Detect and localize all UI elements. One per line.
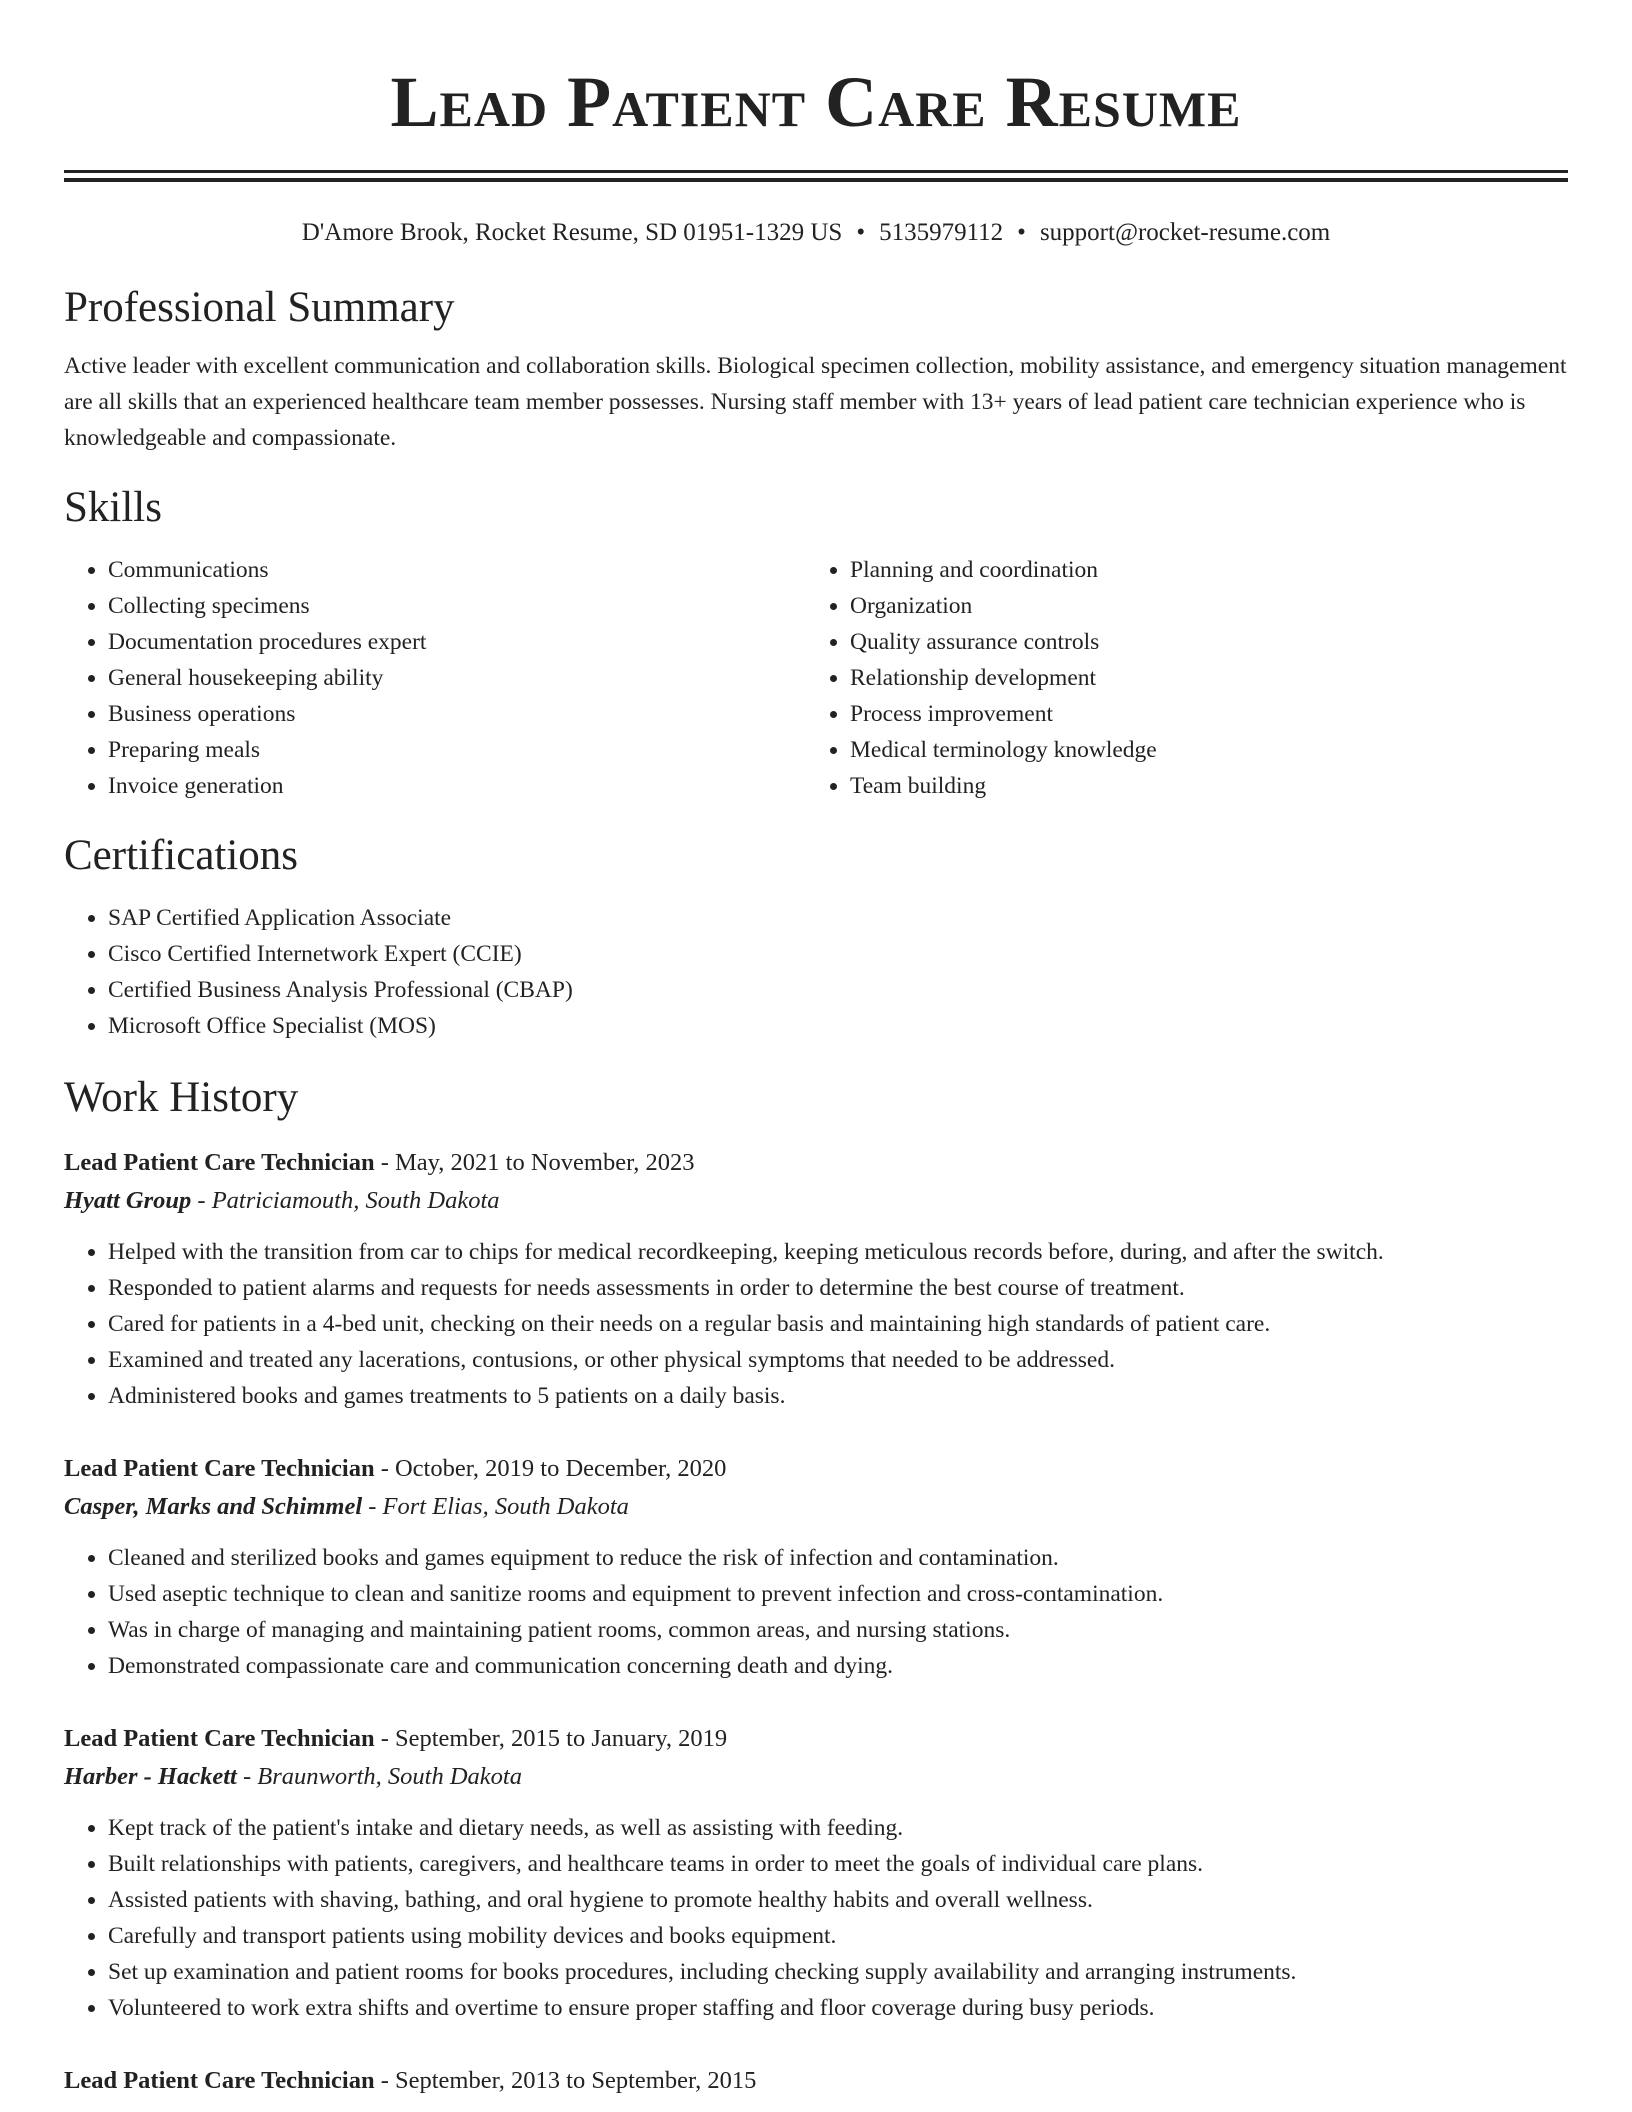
job-bullet: • Built relationships with patients, caregivers, and healthcare teams in order to meet the goals of individual care plans. bbox=[108, 1846, 1568, 1882]
skill-item: • Quality assurance controls bbox=[850, 624, 1548, 660]
job-company: Hyatt Group bbox=[64, 1187, 192, 1214]
skill-item: • Communications bbox=[108, 552, 806, 588]
job-title-line bbox=[64, 2062, 1568, 2100]
job-role: Lead Patient Care Technician bbox=[64, 1725, 375, 1752]
section-heading-summary: Professional Summary bbox=[64, 284, 455, 331]
job-bullet: • Set up examination and patient rooms for books procedures, including checking supply availability and arranging instruments. bbox=[108, 1954, 1568, 1990]
skill-item: • Documentation procedures expert bbox=[108, 624, 806, 660]
job-bullets bbox=[64, 1810, 1568, 2026]
job-location: - Fort Elias, South Dakota bbox=[362, 1493, 629, 1520]
skill-item: • Process improvement bbox=[850, 696, 1548, 732]
job-bullet: • Was in charge of managing and maintaining patient rooms, common areas, and nursing stations. bbox=[108, 1612, 1568, 1648]
job-company-line bbox=[64, 1758, 1568, 1796]
job-company-line bbox=[64, 1182, 1568, 1220]
skill-item: • Collecting specimens bbox=[108, 588, 806, 624]
job-entry bbox=[64, 1720, 1568, 2026]
contact-address: D'Amore Brook, Rocket Resume, SD 01951-1329 US bbox=[301, 219, 843, 246]
job-bullet: • Assisted patients with shaving, bathing, and oral hygiene to promote healthy habits and overall wellness. bbox=[108, 1882, 1568, 1918]
section-heading-work-history: Work History bbox=[64, 1074, 299, 1121]
contact-email: support@rocket-resume.com bbox=[1039, 219, 1331, 246]
job-dates: - October, 2019 to December, 2020 bbox=[374, 1455, 727, 1482]
job-bullets bbox=[64, 1540, 1568, 1684]
job-bullet: • Examined and treated any lacerations, contusions, or other physical symptoms that needed to be addressed. bbox=[108, 1342, 1568, 1378]
job-entry bbox=[64, 1450, 1568, 1684]
job-company: Casper, Marks and Schimmel bbox=[64, 1493, 363, 1520]
job-title-line bbox=[64, 1450, 1568, 1488]
skill-item: • Relationship development bbox=[850, 660, 1548, 696]
contact-line bbox=[64, 216, 1568, 250]
certification-item: • Cisco Certified Internetwork Expert (CCIE) bbox=[108, 936, 1568, 972]
job-bullet: • Cared for patients in a 4-bed unit, checking on their needs on a regular basis and maintaining high standards of patient care. bbox=[108, 1306, 1568, 1342]
skills-column-right bbox=[806, 552, 1548, 804]
job-role: Lead Patient Care Technician bbox=[64, 2067, 375, 2094]
job-title-line bbox=[64, 1720, 1568, 1758]
job-bullets bbox=[64, 1234, 1568, 1414]
job-bullet: • Demonstrated compassionate care and communication concerning death and dying. bbox=[108, 1648, 1568, 1684]
job-bullet: • Carefully and transport patients using mobility devices and books equipment. bbox=[108, 1918, 1568, 1954]
skill-item: • Invoice generation bbox=[108, 768, 806, 804]
job-role: Lead Patient Care Technician bbox=[64, 1455, 375, 1482]
job-bullet: • Kept track of the patient's intake and dietary needs, as well as assisting with feeding. bbox=[108, 1810, 1568, 1846]
contact-separator: • bbox=[856, 219, 866, 246]
job-title-line bbox=[64, 1144, 1568, 1182]
summary-text: Active leader with excellent communication and collaboration skills. Biological specimen collection, mobility assistance, and emergency situation management are all skills that an experienced healthcare team member possesses. Nursing staff member with 13+ years of lead patient care technician experience who is knowledgeable and compassionate. bbox=[64, 353, 1567, 451]
job-company: Harber - Hackett bbox=[64, 1763, 237, 1790]
title-divider bbox=[64, 170, 1568, 182]
job-bullet: • Used aseptic technique to clean and sanitize rooms and equipment to prevent infection and cross-contamination. bbox=[108, 1576, 1568, 1612]
certification-item: • Certified Business Analysis Professional (CBAP) bbox=[108, 972, 1568, 1008]
skill-item: • Team building bbox=[850, 768, 1548, 804]
job-bullet: • Cleaned and sterilized books and games equipment to reduce the risk of infection and contamination. bbox=[108, 1540, 1568, 1576]
job-company-line bbox=[64, 1488, 1568, 1526]
job-dates: - May, 2021 to November, 2023 bbox=[374, 1149, 695, 1176]
skill-item: • General housekeeping ability bbox=[108, 660, 806, 696]
job-location: - Patriciamouth, South Dakota bbox=[191, 1187, 500, 1214]
job-entry bbox=[64, 2062, 1568, 2100]
job-entry bbox=[64, 1144, 1568, 1414]
job-bullet: • Helped with the transition from car to chips for medical recordkeeping, keeping meticulous records before, during, and after the switch. bbox=[108, 1234, 1568, 1270]
skill-item: • Medical terminology knowledge bbox=[850, 732, 1548, 768]
job-dates: - September, 2013 to September, 2015 bbox=[374, 2067, 757, 2094]
certification-item: • Microsoft Office Specialist (MOS) bbox=[108, 1008, 1568, 1044]
job-bullet: • Responded to patient alarms and requests for needs assessments in order to determine the best course of treatment. bbox=[108, 1270, 1568, 1306]
section-heading-certifications: Certifications bbox=[64, 832, 299, 879]
resume-page bbox=[64, 0, 1568, 2100]
skill-item: • Planning and coordination bbox=[850, 552, 1548, 588]
certifications-list bbox=[64, 900, 1568, 1044]
resume-title: Lead Patient Care Resume bbox=[390, 62, 1242, 142]
job-bullet: • Volunteered to work extra shifts and overtime to ensure proper staffing and floor coverage during busy periods. bbox=[108, 1990, 1568, 2026]
skill-item: • Preparing meals bbox=[108, 732, 806, 768]
job-role: Lead Patient Care Technician bbox=[64, 1149, 375, 1176]
certification-item: • SAP Certified Application Associate bbox=[108, 900, 1568, 936]
skills-column-left bbox=[64, 552, 806, 804]
job-location: - Braunworth, South Dakota bbox=[236, 1763, 522, 1790]
skill-item: • Organization bbox=[850, 588, 1548, 624]
job-bullet: • Administered books and games treatments to 5 patients on a daily basis. bbox=[108, 1378, 1568, 1414]
skills-list bbox=[64, 552, 1568, 804]
job-dates: - September, 2015 to January, 2019 bbox=[374, 1725, 728, 1752]
contact-separator: • bbox=[1017, 219, 1026, 246]
contact-phone: 5135979112 bbox=[879, 219, 1004, 246]
section-heading-skills: Skills bbox=[64, 484, 162, 531]
skill-item: • Business operations bbox=[108, 696, 806, 732]
